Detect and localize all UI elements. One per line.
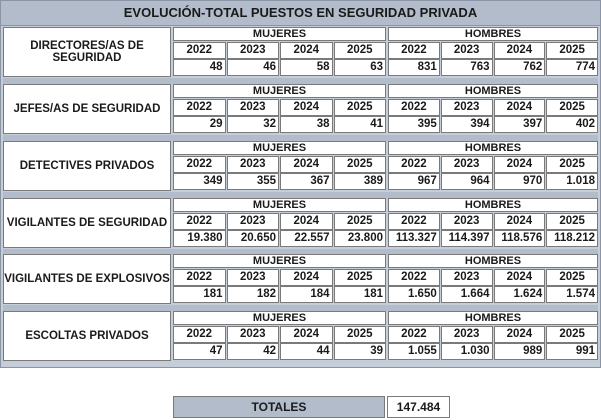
hombres-header: HOMBRES	[388, 198, 598, 212]
value-cell: 964	[441, 173, 493, 190]
hombres-header: HOMBRES	[388, 27, 598, 41]
value-cell: 367	[280, 173, 333, 190]
value-cell: 1.574	[546, 286, 598, 303]
category-section	[3, 27, 598, 77]
year-cell: 2025	[546, 156, 598, 173]
value-row	[173, 343, 386, 360]
value-cell: 46	[227, 59, 280, 76]
value-row	[173, 230, 386, 247]
mujeres-header: MUJERES	[173, 141, 386, 155]
year-cell: 2025	[334, 99, 387, 116]
year-cell: 2025	[546, 42, 598, 59]
value-row	[173, 286, 386, 303]
year-cell: 2022	[388, 269, 440, 286]
value-cell: 394	[441, 116, 493, 133]
mujeres-group	[173, 254, 386, 304]
year-cell: 2023	[441, 213, 493, 230]
year-cell: 2024	[280, 213, 333, 230]
year-cell: 2025	[334, 326, 387, 343]
year-cell: 2025	[546, 269, 598, 286]
category-name: DETECTIVES PRIVADOS	[3, 141, 171, 191]
value-cell: 20.650	[227, 230, 280, 247]
value-cell: 44	[280, 343, 333, 360]
year-cell: 2022	[173, 156, 226, 173]
category-section	[3, 84, 598, 134]
value-cell: 19.380	[173, 230, 226, 247]
year-cell: 2024	[494, 269, 546, 286]
category-name: ESCOLTAS PRIVADOS	[3, 311, 171, 361]
year-cell: 2022	[173, 269, 226, 286]
year-cell: 2022	[173, 326, 226, 343]
totals-value: 147.484	[387, 396, 450, 418]
value-cell: 395	[388, 116, 440, 133]
value-row	[388, 173, 598, 190]
value-row	[388, 343, 598, 360]
year-row	[388, 213, 598, 230]
year-row	[173, 156, 386, 173]
value-cell: 32	[227, 116, 280, 133]
year-cell: 2022	[388, 99, 440, 116]
year-cell: 2023	[441, 269, 493, 286]
value-cell: 1.018	[546, 173, 598, 190]
value-cell: 181	[173, 286, 226, 303]
year-cell: 2022	[388, 213, 440, 230]
mujeres-header: MUJERES	[173, 198, 386, 212]
year-cell: 2025	[546, 326, 598, 343]
year-cell: 2023	[227, 269, 280, 286]
value-cell: 831	[388, 59, 440, 76]
value-row	[388, 230, 598, 247]
value-cell: 989	[494, 343, 546, 360]
year-cell: 2023	[227, 213, 280, 230]
mujeres-header: MUJERES	[173, 254, 386, 268]
year-cell: 2023	[227, 42, 280, 59]
year-cell: 2025	[334, 42, 387, 59]
value-cell: 23.800	[334, 230, 387, 247]
mujeres-group	[173, 141, 386, 191]
year-row	[388, 269, 598, 286]
hombres-group	[388, 311, 598, 361]
category-section	[3, 311, 598, 361]
value-cell: 63	[334, 59, 387, 76]
year-row	[388, 99, 598, 116]
year-row	[173, 213, 386, 230]
year-cell: 2022	[173, 213, 226, 230]
value-cell: 38	[280, 116, 333, 133]
year-cell: 2024	[280, 42, 333, 59]
value-cell: 48	[173, 59, 226, 76]
value-cell: 1.030	[441, 343, 493, 360]
value-cell: 47	[173, 343, 226, 360]
value-cell: 1.664	[441, 286, 493, 303]
year-cell: 2023	[227, 99, 280, 116]
value-row	[173, 173, 386, 190]
year-cell: 2023	[441, 156, 493, 173]
year-row	[388, 156, 598, 173]
value-cell: 763	[441, 59, 493, 76]
year-cell: 2024	[494, 326, 546, 343]
value-cell: 774	[546, 59, 598, 76]
mujeres-group	[173, 84, 386, 134]
year-cell: 2022	[173, 99, 226, 116]
category-section	[3, 254, 598, 304]
value-row	[173, 116, 386, 133]
value-cell: 355	[227, 173, 280, 190]
value-cell: 22.557	[280, 230, 333, 247]
year-cell: 2022	[388, 326, 440, 343]
year-cell: 2023	[441, 99, 493, 116]
year-cell: 2022	[388, 156, 440, 173]
value-row	[388, 116, 598, 133]
mujeres-header: MUJERES	[173, 311, 386, 325]
value-cell: 113.327	[388, 230, 440, 247]
mujeres-header: MUJERES	[173, 84, 386, 98]
category-name: VIGILANTES DE SEGURIDAD	[3, 198, 171, 248]
value-cell: 182	[227, 286, 280, 303]
hombres-header: HOMBRES	[388, 141, 598, 155]
mujeres-group	[173, 198, 386, 248]
category-section	[3, 198, 598, 248]
year-cell: 2022	[173, 42, 226, 59]
year-cell: 2024	[280, 326, 333, 343]
value-cell: 58	[280, 59, 333, 76]
hombres-group	[388, 198, 598, 248]
value-row	[173, 59, 386, 76]
category-name: VIGILANTES DE EXPLOSIVOS	[3, 254, 171, 304]
year-row	[173, 42, 386, 59]
hombres-group	[388, 27, 598, 77]
year-cell: 2023	[227, 326, 280, 343]
hombres-header: HOMBRES	[388, 254, 598, 268]
year-cell: 2025	[334, 269, 387, 286]
value-cell: 397	[494, 116, 546, 133]
value-cell: 991	[546, 343, 598, 360]
year-row	[173, 326, 386, 343]
mujeres-group	[173, 27, 386, 77]
value-cell: 389	[334, 173, 387, 190]
year-cell: 2025	[334, 213, 387, 230]
value-cell: 1.055	[388, 343, 440, 360]
year-cell: 2024	[494, 99, 546, 116]
hombres-header: HOMBRES	[388, 311, 598, 325]
year-cell: 2023	[441, 42, 493, 59]
value-cell: 762	[494, 59, 546, 76]
value-cell: 181	[334, 286, 387, 303]
year-cell: 2024	[494, 213, 546, 230]
year-row	[173, 99, 386, 116]
year-cell: 2024	[494, 42, 546, 59]
category-section	[3, 141, 598, 191]
hombres-group	[388, 254, 598, 304]
category-name: JEFES/AS DE SEGURIDAD	[3, 84, 171, 134]
value-cell: 114.397	[441, 230, 493, 247]
value-cell: 1.624	[494, 286, 546, 303]
hombres-header: HOMBRES	[388, 84, 598, 98]
value-cell: 967	[388, 173, 440, 190]
value-cell: 402	[546, 116, 598, 133]
year-row	[388, 326, 598, 343]
year-cell: 2023	[227, 156, 280, 173]
value-cell: 118.212	[546, 230, 598, 247]
value-cell: 184	[280, 286, 333, 303]
year-cell: 2023	[441, 326, 493, 343]
year-cell: 2025	[546, 99, 598, 116]
category-name: DIRECTORES/AS DE SEGURIDAD	[3, 27, 171, 77]
value-row	[388, 59, 598, 76]
value-cell: 39	[334, 343, 387, 360]
value-cell: 42	[227, 343, 280, 360]
year-cell: 2024	[280, 269, 333, 286]
mujeres-header: MUJERES	[173, 27, 386, 41]
year-cell: 2024	[494, 156, 546, 173]
value-row	[388, 286, 598, 303]
year-cell: 2024	[280, 156, 333, 173]
mujeres-group	[173, 311, 386, 361]
year-row	[388, 42, 598, 59]
value-cell: 29	[173, 116, 226, 133]
hombres-group	[388, 84, 598, 134]
year-row	[173, 269, 386, 286]
value-cell: 349	[173, 173, 226, 190]
year-cell: 2025	[334, 156, 387, 173]
value-cell: 1.650	[388, 286, 440, 303]
value-cell: 41	[334, 116, 387, 133]
year-cell: 2022	[388, 42, 440, 59]
year-cell: 2025	[546, 213, 598, 230]
value-cell: 118.576	[494, 230, 546, 247]
totals-label: TOTALES	[173, 396, 385, 418]
value-cell: 970	[494, 173, 546, 190]
hombres-group	[388, 141, 598, 191]
year-cell: 2024	[280, 99, 333, 116]
table-title: EVOLUCIÓN-TOTAL PUESTOS EN SEGURIDAD PRIVADA	[1, 1, 600, 26]
